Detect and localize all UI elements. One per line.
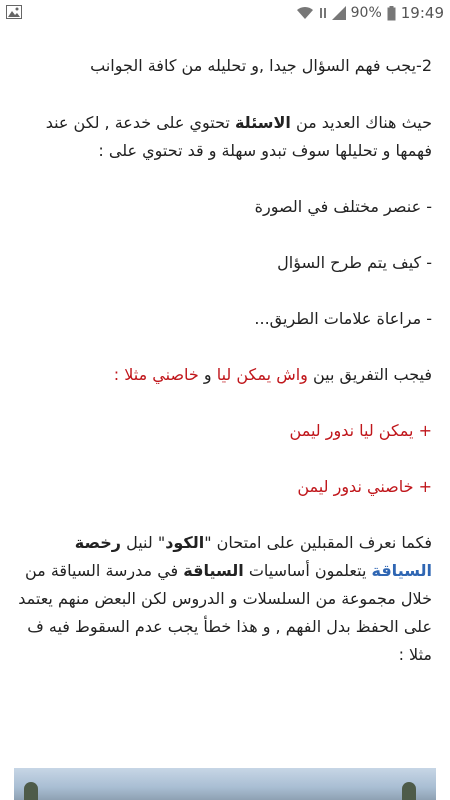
list-item: - مراعاة علامات الطريق... [254,309,432,328]
battery-percent: 90% [350,5,382,21]
driving-link[interactable]: السياقة [371,561,432,580]
clock: 19:49 [400,4,444,22]
example-line: + خاصني ندور ليمن [297,477,432,496]
status-bar [0,0,450,26]
image-notification-icon [6,5,22,23]
article-image [14,768,436,800]
paragraph-code-exam: فكما نعرف المقبلين على امتحان "الكود" لنيل رخصة السياقة يتعلمون أساسيات السياقة في مدرسة السياقة من خلال مجموعة من السلسلات و الدروس لكن البعض منهم يعتمد على الحفظ بدل الفهم , و هذا خطأ يجب عدم السقوط فيه ف مثلا : [18,533,432,664]
wifi-icon [296,6,314,20]
list-item: - كيف يتم طرح السؤال [277,253,432,272]
article-content [18,52,432,669]
signal-mute-icon [319,6,327,20]
paragraph-distinguish: فيجب التفريق بين واش يمكن ليا و خاصني مثلا : [113,365,432,384]
example-line: + يمكن ليا ندور ليمن [289,421,432,440]
paragraph-understand-question: 2-يجب فهم السؤال جيدا ,و تحليله من كافة الجوانب [90,56,432,75]
battery-icon [387,6,396,21]
signal-icon [332,6,346,20]
bold-questions-word: الاسئلة [234,113,291,132]
paragraph-trick-questions: حيث هناك العديد من الاسئلة تحتوي على خدعة , لكن عند فهمها و تحليلها سوف تبدو سهلة و قد تحتوي على : [45,113,432,160]
list-item: - عنصر مختلف في الصورة [254,197,432,216]
